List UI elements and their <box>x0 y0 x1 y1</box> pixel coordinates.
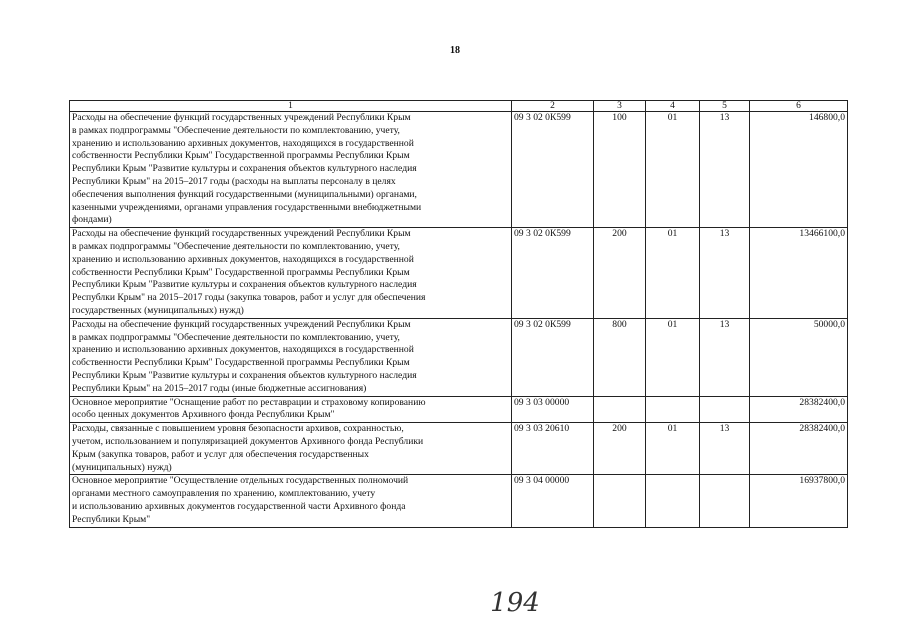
expense-type: 800 <box>594 318 646 396</box>
table-header-row <box>70 101 848 112</box>
expense-type <box>594 396 646 423</box>
row-description: Расходы на обеспечение функций государственных учреждений Республики Крым в рамках подпрограммы "Обеспечение деятельности по комплектованию, учету, хранению и использованию архивных документов, находящихся в государственной собственности Республики Крым" Государственной программы Республики Крым Республики Крым "Развитие культуры и сохранения объектов культурного наследия Республики Крым" на 2015–2017 годы (расходы на выплаты персоналу в целях обеспечения выполнения функций государственными (муниципальными) органами, казенными учреждениями, органами управления государственными внебюджетными фондами) <box>70 112 512 228</box>
column-header-1: 1 <box>70 101 512 112</box>
budget-code: 09 3 02 0К599 <box>512 228 594 319</box>
section-code: 01 <box>646 228 700 319</box>
table-row <box>70 475 848 527</box>
amount: 50000,0 <box>750 318 848 396</box>
section-code: 01 <box>646 318 700 396</box>
budget-code: 09 3 02 0К599 <box>512 112 594 228</box>
handwritten-page-mark: 194 <box>490 588 540 618</box>
row-description: Расходы на обеспечение функций государственных учреждений Республики Крым в рамках подпрограммы "Обеспечение деятельности по комплектованию, учету, хранению и использованию архивных документов, находящихся в государственной собственности Республики Крым" Государственной программы Республики Крым Республики Крым "Развитие культуры и сохранения объектов культурного наследия Республки Крым" на 2015–2017 годы (закупка товаров, работ и услуг для обеспечения государственных (муниципальных) нужд) <box>70 228 512 319</box>
subsection-code: 13 <box>700 318 750 396</box>
subsection-code <box>700 475 750 527</box>
budget-code: 09 3 02 0К599 <box>512 318 594 396</box>
table-row <box>70 423 848 475</box>
amount: 13466100,0 <box>750 228 848 319</box>
column-header-3: 3 <box>594 101 646 112</box>
section-code: 01 <box>646 112 700 228</box>
expense-type: 200 <box>594 228 646 319</box>
section-code <box>646 396 700 423</box>
amount: 28382400,0 <box>750 396 848 423</box>
section-code <box>646 475 700 527</box>
table-row <box>70 396 848 423</box>
expense-type <box>594 475 646 527</box>
budget-code: 09 3 04 00000 <box>512 475 594 527</box>
table-row <box>70 112 848 228</box>
row-description: Основное мероприятие "Оснащение работ по реставрации и страховому копированию особо ценных документов Архивного фонда Республики Крым" <box>70 396 512 423</box>
subsection-code <box>700 396 750 423</box>
expense-type: 100 <box>594 112 646 228</box>
page-number: 18 <box>450 45 460 56</box>
subsection-code: 13 <box>700 112 750 228</box>
column-header-6: 6 <box>750 101 848 112</box>
amount: 146800,0 <box>750 112 848 228</box>
amount: 28382400,0 <box>750 423 848 475</box>
budget-code: 09 3 03 20610 <box>512 423 594 475</box>
row-description: Основное мероприятие "Осуществление отдельных государственных полномочий органами местного самоуправления по хранению, комплектованию, учету и использованию архивных документов государственной части Архивного фонда Республики Крым" <box>70 475 512 527</box>
section-code: 01 <box>646 423 700 475</box>
table-row <box>70 228 848 319</box>
row-description: Расходы на обеспечение функций государственных учреждений Республики Крым в рамках подпрограммы "Обеспечение деятельности по комплектованию, учету, хранению и использованию архивных документов, находящихся в государственной собственности Республики Крым" Государственной программы Республики Крым Республики Крым "Развитие культуры и сохранения объектов культурного наследия Республики Крым" на 2015–2017 годы (иные бюджетные ассигнования) <box>70 318 512 396</box>
amount: 16937800,0 <box>750 475 848 527</box>
column-header-2: 2 <box>512 101 594 112</box>
row-description: Расходы, связанные с повышением уровня безопасности архивов, сохранностью, учетом, использованием и популяризацией документов Архивного фонда Республики Крым (закупка товаров, работ и услуг для обеспечения государственных (муниципальных) нужд) <box>70 423 512 475</box>
budget-code: 09 3 03 00000 <box>512 396 594 423</box>
table-row <box>70 318 848 396</box>
expense-type: 200 <box>594 423 646 475</box>
column-header-4: 4 <box>646 101 700 112</box>
column-header-5: 5 <box>700 101 750 112</box>
budget-table <box>69 100 848 528</box>
subsection-code: 13 <box>700 423 750 475</box>
subsection-code: 13 <box>700 228 750 319</box>
